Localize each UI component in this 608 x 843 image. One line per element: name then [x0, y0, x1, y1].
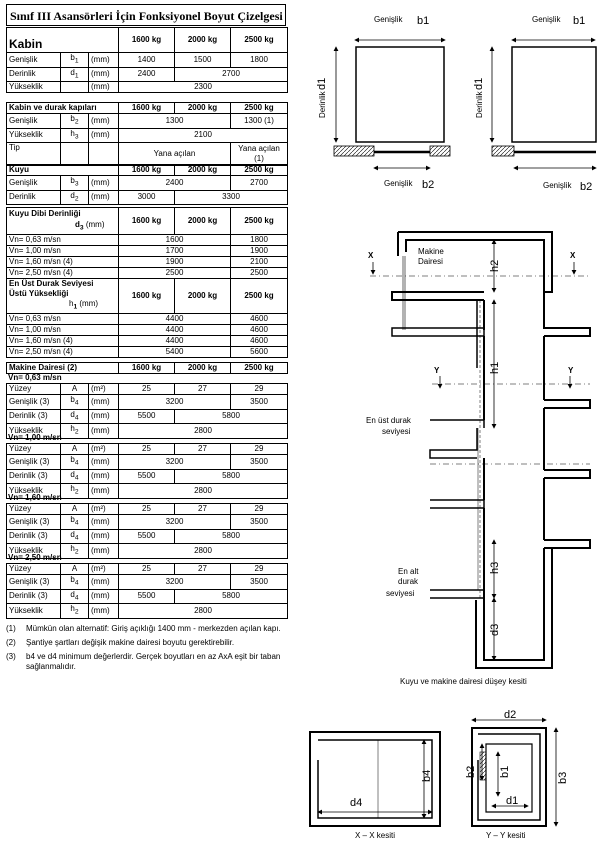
svg-text:b1: b1 — [417, 15, 430, 27]
svg-text:d1: d1 — [506, 795, 519, 807]
svg-text:Derinlik: Derinlik — [318, 91, 327, 118]
svg-text:b3: b3 — [557, 771, 569, 784]
svg-text:b4: b4 — [421, 769, 433, 782]
svg-text:b2: b2 — [422, 179, 435, 191]
makine-group-table: Yüzey A (m²) 25 27 29 Genişlik (3) $b_4$ (mm) 3200 3500 Derinlik (3) $d_4$ (mm) 5500 5800 Yükseklik $h_2$ (mm) 2800 — [6, 383, 288, 439]
kuyu-table: Kuyu 1600 kg 2000 kg 2500 kg Genişlik $b_3$ (mm) 2400 2700 Derinlik $d_2$ (mm) 3000 3300 — [6, 164, 288, 205]
svg-text:En üst durak: En üst durak — [366, 416, 411, 425]
svg-text:b2: b2 — [465, 765, 477, 778]
svg-text:X – X kesiti: X – X kesiti — [355, 831, 396, 840]
svg-text:b2: b2 — [580, 181, 593, 193]
svg-text:d3: d3 — [489, 623, 501, 636]
yy-section — [465, 709, 569, 840]
makine-heading-table: Makine Dairesi (2) 1600 kg 2000 kg 2500 kg — [6, 362, 288, 374]
svg-text:Y: Y — [568, 366, 574, 375]
kabin-heading: Kabin — [7, 28, 119, 53]
svg-text:Dairesi: Dairesi — [418, 257, 443, 266]
svg-text:d1: d1 — [473, 77, 485, 90]
svg-text:seviyesi: seviyesi — [382, 427, 411, 436]
svg-text:d2: d2 — [504, 709, 517, 721]
speed-label: Vn= 1,00 m/sn — [8, 433, 62, 442]
svg-text:Genişlik: Genişlik — [543, 181, 572, 190]
svg-text:b1: b1 — [499, 765, 511, 778]
svg-text:Y – Y kesiti: Y – Y kesiti — [486, 831, 526, 840]
cabin-plan-right — [473, 15, 596, 193]
svg-text:h2: h2 — [489, 259, 501, 272]
svg-text:Genişlik: Genişlik — [384, 179, 413, 188]
page-title: Sınıf III Asansörleri İçin Fonksiyonel Boyut Çizelgesi — [6, 4, 286, 26]
makine-group-table: Yüzey A (m²) 25 27 29 Genişlik (3) $b_4$ (mm) 3200 3500 Derinlik (3) $d_4$ (mm) 5500 5800 Yükseklik $h_2$ (mm) 2800 — [6, 443, 288, 499]
svg-text:Derinlik: Derinlik — [475, 91, 484, 118]
kabin-table: Kabin 1600 kg 2000 kg 2500 kg Genişlik $b_1$ (mm) 1400 1500 1800 Derinlik $d_1$ (mm) 2400 2700 Yükseklik (mm) 2300 — [6, 27, 288, 93]
svg-text:Makine: Makine — [418, 247, 444, 256]
speed-label: Vn= 1,60 m/sn — [8, 493, 62, 502]
speed-label: Vn= 0,63 m/sn — [8, 373, 62, 382]
makine-group-table: Yüzey A (m²) 25 27 29 Genişlik (3) $b_4$ (mm) 3200 3500 Derinlik (3) $d_4$ (mm) 5500 5800 Yükseklik $h_2$ (mm) 2800 — [6, 503, 288, 559]
svg-text:X: X — [570, 251, 576, 260]
section-caption: Kuyu ve makine dairesi düşey kesiti — [400, 677, 527, 686]
svg-text:d1: d1 — [316, 77, 328, 90]
kapi-table: Kabin ve durak kapıları 1600 kg 2000 kg 2500 kg Genişlik $b_2$ (mm) 1300 1300 (1) Yükseklik $h_3$ (mm) 2100 Tip Yana açılan Yana açılan (1) — [6, 102, 288, 166]
shaft-vertical-section — [392, 232, 590, 668]
xx-section — [310, 732, 440, 840]
svg-text:b1: b1 — [573, 15, 586, 27]
svg-text:Genişlik: Genişlik — [532, 15, 561, 24]
cabin-plan-left — [316, 15, 450, 191]
makine-group-table: Yüzey A (m²) 25 27 29 Genişlik (3) $b_4$ (mm) 3200 3500 Derinlik (3) $d_4$ (mm) 5500 5800 Yükseklik $h_2$ (mm) 2800 — [6, 563, 288, 619]
label-genislik-b1: Genişlik — [374, 15, 403, 24]
svg-text:d4: d4 — [350, 797, 363, 809]
speed-label: Vn= 2,50 m/sn — [8, 553, 62, 562]
footnotes: (1) Mümkün olan alternatif: Giriş açıklığı 1400 mm - merkezden açılan kapı. (2) Şantiye şartları değişik makine dairesi boyutu gerektirebilir. (3) b4 ve d4 minimum değerlerdir. Gerçek boyutları en az AxA eşit bir taban sağlanmalıdır. — [6, 624, 281, 671]
svg-text:Y: Y — [434, 366, 440, 375]
svg-text:seviyesi: seviyesi — [386, 589, 415, 598]
svg-text:durak: durak — [398, 577, 419, 586]
svg-text:X: X — [368, 251, 374, 260]
kuyu-dibi-table: Kuyu Dibi Derinliği $d_3$ (mm) 1600 kg 2000 kg 2500 kg Vn= 0,63 m/sn 1600 1800 Vn= 1,00 m/sn 1700 1900 Vn= 1,60 m/sn (4) 1900 2100 Vn= 2,50 m/sn (4) 2500 2500 — [6, 207, 288, 279]
svg-text:En alt: En alt — [398, 567, 419, 576]
svg-text:h3: h3 — [489, 561, 501, 574]
ust-durak-table: En Üst Durak Seviyesi Üstü Yüksekliği $h_1$ (mm) 1600 kg 2000 kg 2500 kg Vn= 0,63 m/sn 4400 4600 Vn= 1,00 m/sn 4400 4600 Vn= 1,60 m/sn (4) 4400 4600 Vn= 2,50 m/sn (4) 5400 5600 — [6, 278, 288, 358]
svg-text:h1: h1 — [489, 361, 501, 374]
